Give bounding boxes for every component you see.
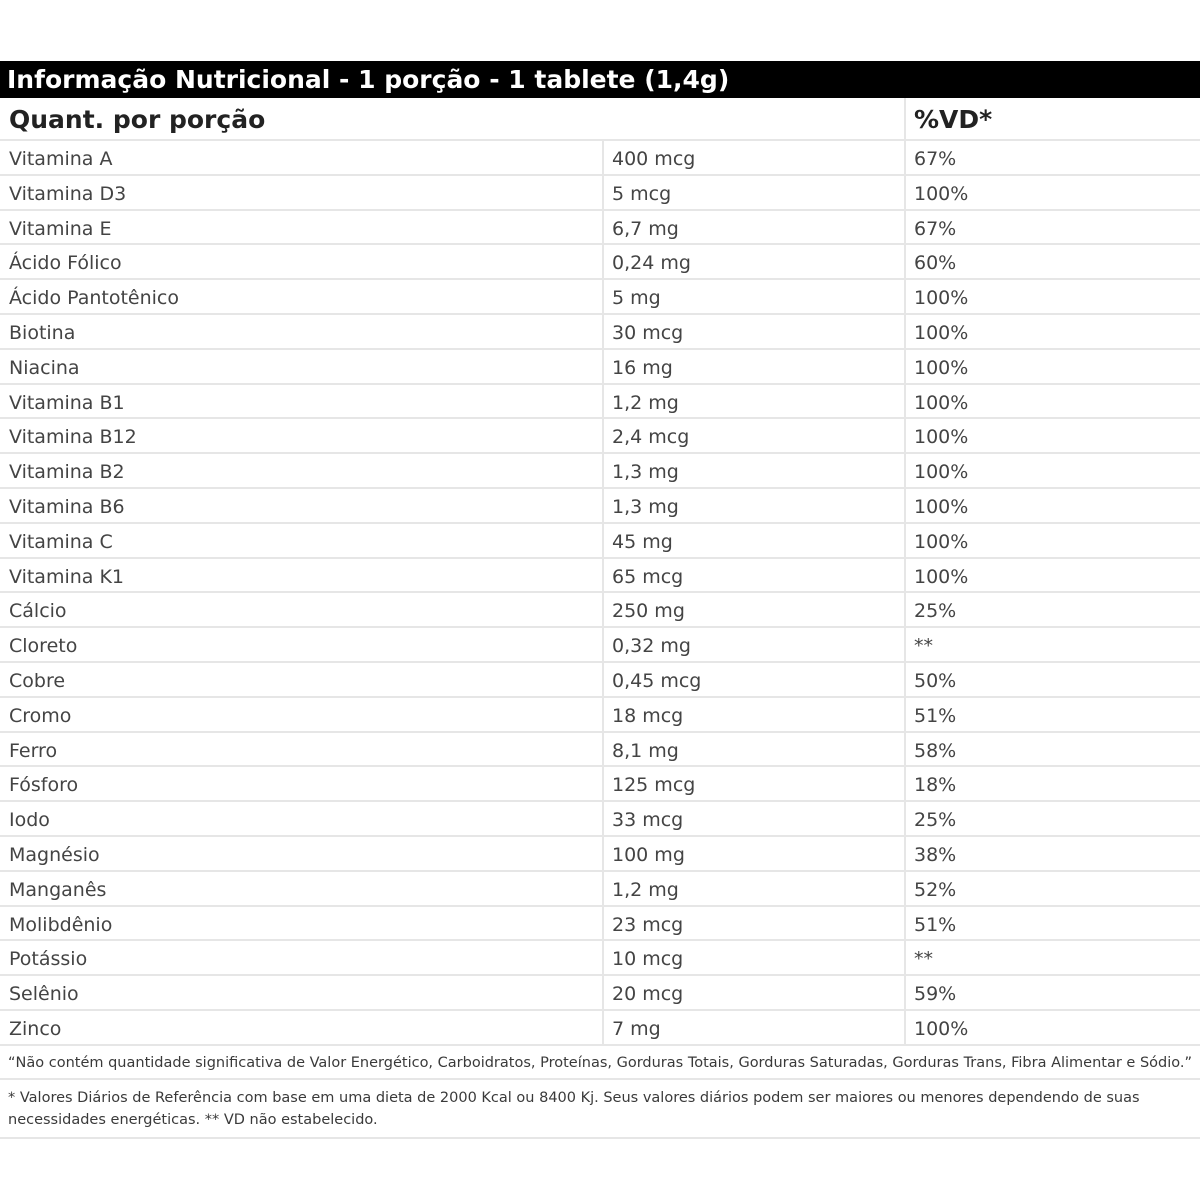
nutrient-name: Iodo <box>0 802 604 835</box>
nutrient-vd: 51% <box>914 704 957 727</box>
nutrient-vd: 100% <box>914 461 969 484</box>
table-row <box>0 419 1200 454</box>
nutrient-vd: 67% <box>914 148 957 170</box>
vd-header: %VD* <box>914 105 993 134</box>
nutrient-amount: 20 mcg <box>604 976 906 1009</box>
nutrient-name: Cloreto <box>0 628 604 661</box>
nutrient-vd: 100% <box>914 1017 969 1040</box>
nutrient-name: Molibdênio <box>0 907 604 940</box>
nutrient-name: Fósforo <box>0 767 604 800</box>
table-row <box>0 454 1200 489</box>
table-row <box>0 141 1200 176</box>
nutrient-name: Vitamina B6 <box>0 489 604 522</box>
nutrient-vd: 52% <box>914 878 957 901</box>
not-significant-note: “Não contém quantidade significativa de Valor Energético, Carboidratos, Proteínas, Gorduras Totais, Gorduras Saturadas, Gorduras Trans, Fibra Alimentar e Sódio.” <box>0 1046 1200 1080</box>
table-row <box>0 280 1200 315</box>
nutrient-amount: 1,3 mg <box>604 489 906 522</box>
nutrient-name: Ácido Pantotênico <box>0 280 604 313</box>
nutrient-amount: 65 mcg <box>604 559 906 592</box>
nutrient-amount: 45 mg <box>604 524 906 557</box>
table-row <box>0 176 1200 211</box>
nutrient-name: Cromo <box>0 698 604 731</box>
nutrient-amount: 0,24 mg <box>604 245 906 278</box>
table-row <box>0 489 1200 524</box>
table-row <box>0 245 1200 280</box>
nutrient-vd: 59% <box>914 983 957 1006</box>
table-row <box>0 698 1200 733</box>
table-row <box>0 315 1200 350</box>
nutrient-amount: 10 mcg <box>604 941 906 974</box>
table-title: Informação Nutricional - 1 porção - 1 tablete (1,4g) <box>0 61 1200 98</box>
nutrient-name: Magnésio <box>0 837 604 870</box>
table-row <box>0 350 1200 385</box>
table-row <box>0 628 1200 663</box>
table-row <box>0 872 1200 907</box>
nutrient-name: Manganês <box>0 872 604 905</box>
nutrient-vd: 25% <box>914 809 957 832</box>
nutrient-amount: 400 mcg <box>604 141 906 174</box>
nutrient-amount: 33 mcg <box>604 802 906 835</box>
nutrient-amount: 250 mg <box>604 593 906 626</box>
nutrient-name: Vitamina E <box>0 211 604 244</box>
nutrient-amount: 2,4 mcg <box>604 419 906 452</box>
nutrient-amount: 18 mcg <box>604 698 906 731</box>
nutrient-amount: 23 mcg <box>604 907 906 940</box>
nutrient-name: Niacina <box>0 350 604 383</box>
nutrient-amount: 30 mcg <box>604 315 906 348</box>
nutrient-name: Biotina <box>0 315 604 348</box>
table-row <box>0 385 1200 420</box>
table-row <box>0 559 1200 594</box>
nutrient-vd: ** <box>914 635 933 658</box>
nutrient-name: Vitamina A <box>0 141 604 174</box>
nutrient-vd: 100% <box>914 495 969 518</box>
nutrient-vd: 60% <box>914 252 957 275</box>
table-row <box>0 941 1200 976</box>
nutrient-name: Cobre <box>0 663 604 696</box>
nutrient-vd: 100% <box>914 321 969 344</box>
nutrient-vd: 100% <box>914 356 969 379</box>
table-header-row <box>0 98 1200 141</box>
reference-note: * Valores Diários de Referência com base em uma dieta de 2000 Kcal ou 8400 Kj. Seus valores diários podem ser maiores ou menores dependendo de suas necessidades energéticas. ** VD não estabelecido. <box>0 1080 1200 1139</box>
nutrient-vd: 100% <box>914 287 969 310</box>
nutrient-amount: 5 mcg <box>604 176 906 209</box>
table-row <box>0 907 1200 942</box>
nutrient-name: Vitamina D3 <box>0 176 604 209</box>
nutrient-vd: 51% <box>914 913 957 936</box>
nutrient-name: Vitamina C <box>0 524 604 557</box>
table-row <box>0 976 1200 1011</box>
nutrient-amount: 0,45 mcg <box>604 663 906 696</box>
table-row <box>0 802 1200 837</box>
nutrient-amount: 1,3 mg <box>604 454 906 487</box>
nutrient-vd: 100% <box>914 426 969 449</box>
nutrient-name: Zinco <box>0 1011 604 1044</box>
nutrient-amount: 8,1 mg <box>604 733 906 766</box>
portion-header: Quant. por porção <box>0 98 906 139</box>
table-row <box>0 837 1200 872</box>
nutrient-amount: 6,7 mg <box>604 211 906 244</box>
nutrient-name: Vitamina B1 <box>0 385 604 418</box>
nutrition-facts-table <box>0 61 1200 1139</box>
nutrient-amount: 1,2 mg <box>604 872 906 905</box>
nutrient-vd: 38% <box>914 843 957 866</box>
nutrient-amount: 7 mg <box>604 1011 906 1044</box>
nutrient-rows <box>0 141 1200 1046</box>
nutrient-vd: 100% <box>914 391 969 414</box>
nutrient-vd: 100% <box>914 182 969 205</box>
nutrient-vd: 100% <box>914 530 969 553</box>
nutrient-amount: 5 mg <box>604 280 906 313</box>
nutrient-vd: 58% <box>914 739 957 762</box>
nutrient-name: Cálcio <box>0 593 604 626</box>
nutrient-amount: 0,32 mg <box>604 628 906 661</box>
nutrient-vd: 67% <box>914 217 957 240</box>
nutrient-vd: 25% <box>914 600 957 623</box>
nutrient-vd: 50% <box>914 669 957 692</box>
nutrient-name: Ferro <box>0 733 604 766</box>
nutrient-name: Vitamina B12 <box>0 419 604 452</box>
nutrient-name: Potássio <box>0 941 604 974</box>
nutrient-amount: 125 mcg <box>604 767 906 800</box>
nutrient-vd: ** <box>914 948 933 971</box>
table-row <box>0 593 1200 628</box>
table-row <box>0 733 1200 768</box>
table-row <box>0 663 1200 698</box>
table-row <box>0 767 1200 802</box>
nutrient-amount: 100 mg <box>604 837 906 870</box>
nutrient-amount: 16 mg <box>604 350 906 383</box>
table-row <box>0 211 1200 246</box>
nutrient-vd: 100% <box>914 565 969 588</box>
nutrient-name: Vitamina B2 <box>0 454 604 487</box>
table-row <box>0 1011 1200 1046</box>
table-row <box>0 524 1200 559</box>
nutrient-name: Vitamina K1 <box>0 559 604 592</box>
nutrient-name: Ácido Fólico <box>0 245 604 278</box>
nutrient-name: Selênio <box>0 976 604 1009</box>
nutrient-amount: 1,2 mg <box>604 385 906 418</box>
nutrient-vd: 18% <box>914 774 957 797</box>
